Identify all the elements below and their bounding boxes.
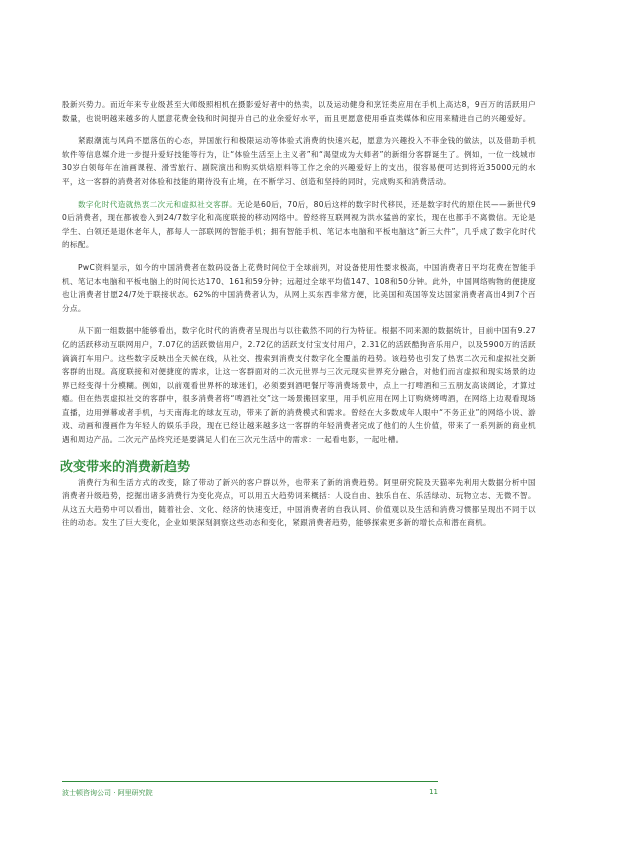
paragraph: 紧跟潮流与风尚不愿落伍的心态，异国旅行和极限运动等体验式消费的快速兴起，愿意为兴趣投入不菲金钱的做法，以及借助手机软件等信息媒介进一步提升爱好技能等行为，让“体验生活至上主义者”和“渴望成为大师者”的新细分客群诞生了。例如，一位一线城市30岁白领每年在油画课程、滑雪旅行、剧院演出和购买烘焙原料等工作之余的兴趣爱好上的支出，很容易便可达到将近35000元的水平，这一客群的消费者对体验和技能的期待没有止境，在不断学习、创造和坚持的同时，完成购买和消费活动。	[62, 136, 536, 186]
paragraph: PwC资料显示，如今的中国消费者在数码设备上花费时间位于全球前列，对设备使用性要求极高，中国消费者日平均花费在智能手机、笔记本电脑和平板电脑上的时间长达170、161和59分钟；远超过全球平均值147、108和50分钟。此外，中国网络购物的便捷度也让消费者甘愿24/7处于联接状态。62%的中国消费者认为，从网上买东西非常方便，比美国和英国等发达国家消费者高出4到7个百分点。	[62, 262, 536, 313]
page-footer	[62, 781, 438, 798]
footer-publisher: 波士顿咨询公司 · 阿里研究院	[62, 789, 153, 797]
page-number: 11	[429, 788, 438, 796]
paragraph: 股新兴势力。而近年来专业级甚至大师级照相机在摄影爱好者中的热卖，以及运动健身和烹饪类应用在手机上高达8，9百万的活跃用户数量，也说明越来越多的人愿意花费金钱和时间提升自己的业余爱好水平，而且更愿意使用垂直类媒体和应用来精进自己的兴趣爱好。	[62, 100, 536, 123]
paragraph	[62, 198, 536, 252]
highlight-phrase: 数字化时代造就热衷二次元和虚拟社交客群。	[77, 199, 238, 209]
paragraph: 消费行为和生活方式的改变，除了带动了新兴的客户群以外，也带来了新的消费趋势。阿里研究院及天猫率先利用大数据分析中国消费者升级趋势，挖掘出诸多消费行为变化亮点，可以用五大趋势词来概括：人设自由、独乐自在、乐活绿动、玩物立志、无微不智。从这五大趋势中可以看出，随着社会、文化、经济的快速变迁，中国消费者的自我认同、价值观以及生活和消费习惯都呈现出不同于以往的动态。发生了巨大变化，企业如果深刻洞察这些动态和变化，紧跟消费者趋势，能够探索更多新的增长点和潜在商机。	[62, 477, 536, 528]
document-body	[62, 98, 536, 539]
paragraph-text: 无论是60后，70后，80后这样的数字时代移民，还是数字时代的原住民——新世代90后消费者，现在都被卷入到24/7数字化和高度联接的移动网络中。曾经将互联网视为洪水猛兽的家长，现在也都手不离微信。无论是学生、白领还是退休老年人，都每人一部联网的智能手机；拥有智能手机、笔记本电脑和平板电脑这“新三大件”，几乎成了数字化时代的标配。	[62, 199, 536, 250]
paragraph: 从下面一组数据中能够看出，数字化时代的消费者呈现出与以往截然不同的行为特征。根据不同来源的数据统计，目前中国有9.27亿的活跃移动互联网用户，7.07亿的活跃微信用户，2.72亿的活跃支付宝支付用户，2.31亿的活跃酷狗音乐用户，以及5900万的活跃滴滴打车用户。这些数字反映出全天候在线，从社交、搜索到消费支付数字化全覆盖的趋势。该趋势也引发了热衷二次元和虚拟社交新客群的出现。高度联接和对便捷度的需求，让这一客群面对的二次元世界与三次元现实世界充分融合，对他们而言虚拟和现实场景的边界已经变得十分模糊。例如，以前观看世界杯的球迷们，必须要到酒吧餐厅等消费场景中，点上一打啤酒和三五朋友高谈阔论，才算过瘾。但在热衷虚拟社交的客群中，很多消费者将“啤酒社交”这一场景搬回家里，用手机应用在网上订购烧烤啤酒，在网络上边观看现场直播，边用弹幕或者手机，与天南海北的球友互动，带来了新的消费模式和需求。曾经在大多数成年人眼中“不务正业”的网络小说、游戏、动画和漫画作为年轻人的娱乐手段，现在已经让越来越多这一客群的年轻消费者完成了他们的人生价值，带来了一系列新的商业机遇和周边产品。二次元产品终究还是要满足人们在三次元生活中的需求：一起看电影，一起吐槽。	[62, 326, 536, 445]
section-title: 改变带来的消费新趋势	[60, 459, 191, 475]
